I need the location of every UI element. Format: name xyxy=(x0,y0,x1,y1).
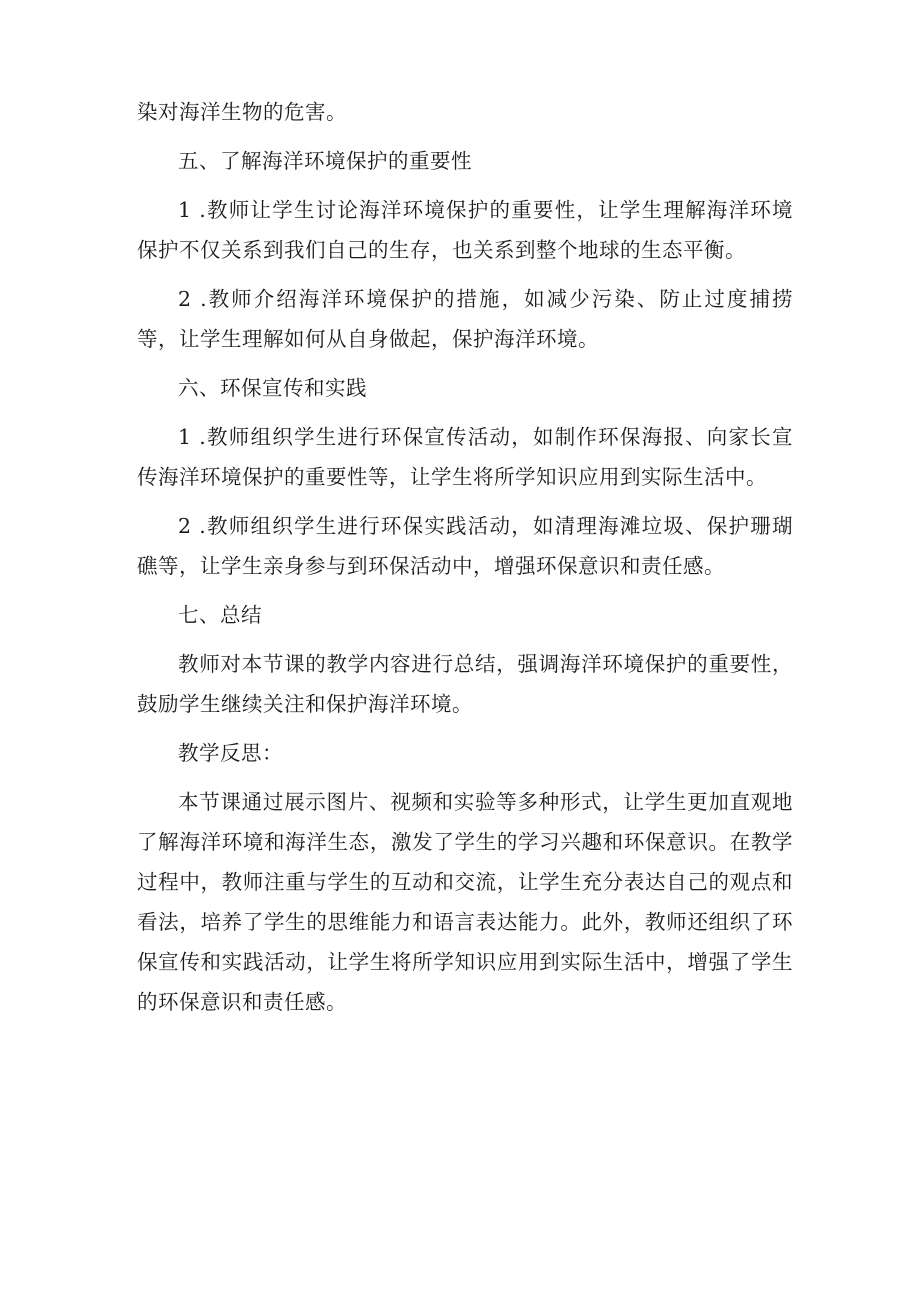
section-heading-5: 五、了解海洋环境保护的重要性 xyxy=(178,149,472,173)
list-item-6-2: 2 .教师组织学生进行环保实践活动，如清理海滩垃圾、保护珊瑚礁等，让学生亲身参与到环保活动中，增强环保意识和责任感。 xyxy=(137,514,793,578)
paragraph-continuation: 染对海洋生物的危害。 xyxy=(137,100,347,124)
document-body xyxy=(137,92,793,1022)
reflection-paragraph: 本节课通过展示图片、视频和实验等多种形式，让学生更加直观地了解海洋环境和海洋生态，激发了学生的学习兴趣和环保意识。在教学过程中，教师注重与学生的互动和交流，让学生充分表达自己的观点和看法，培养了学生的思维能力和语言表达能力。此外，教师还组织了环保宣传和实践活动，让学生将所学知识应用到实际生活中，增强了学生的环保意识和责任感。 xyxy=(137,790,793,1014)
list-item-5-1: 1 .教师让学生讨论海洋环境保护的重要性，让学生理解海洋环境保护不仅关系到我们自己的生存，也关系到整个地球的生态平衡。 xyxy=(137,198,793,262)
summary-paragraph: 教师对本节课的教学内容进行总结，强调海洋环境保护的重要性，鼓励学生继续关注和保护海洋环境。 xyxy=(137,652,793,716)
section-heading-6: 六、环保宣传和实践 xyxy=(178,376,367,400)
section-heading-7: 七、总结 xyxy=(178,603,262,627)
reflection-heading: 教学反思： xyxy=(178,741,283,765)
list-item-6-1: 1 .教师组织学生进行环保宣传活动，如制作环保海报、向家长宣传海洋环境保护的重要性等，让学生将所学知识应用到实际生活中。 xyxy=(137,425,793,489)
list-item-5-2: 2 .教师介绍海洋环境保护的措施，如减少污染、防止过度捕捞等，让学生理解如何从自身做起，保护海洋环境。 xyxy=(137,287,793,351)
